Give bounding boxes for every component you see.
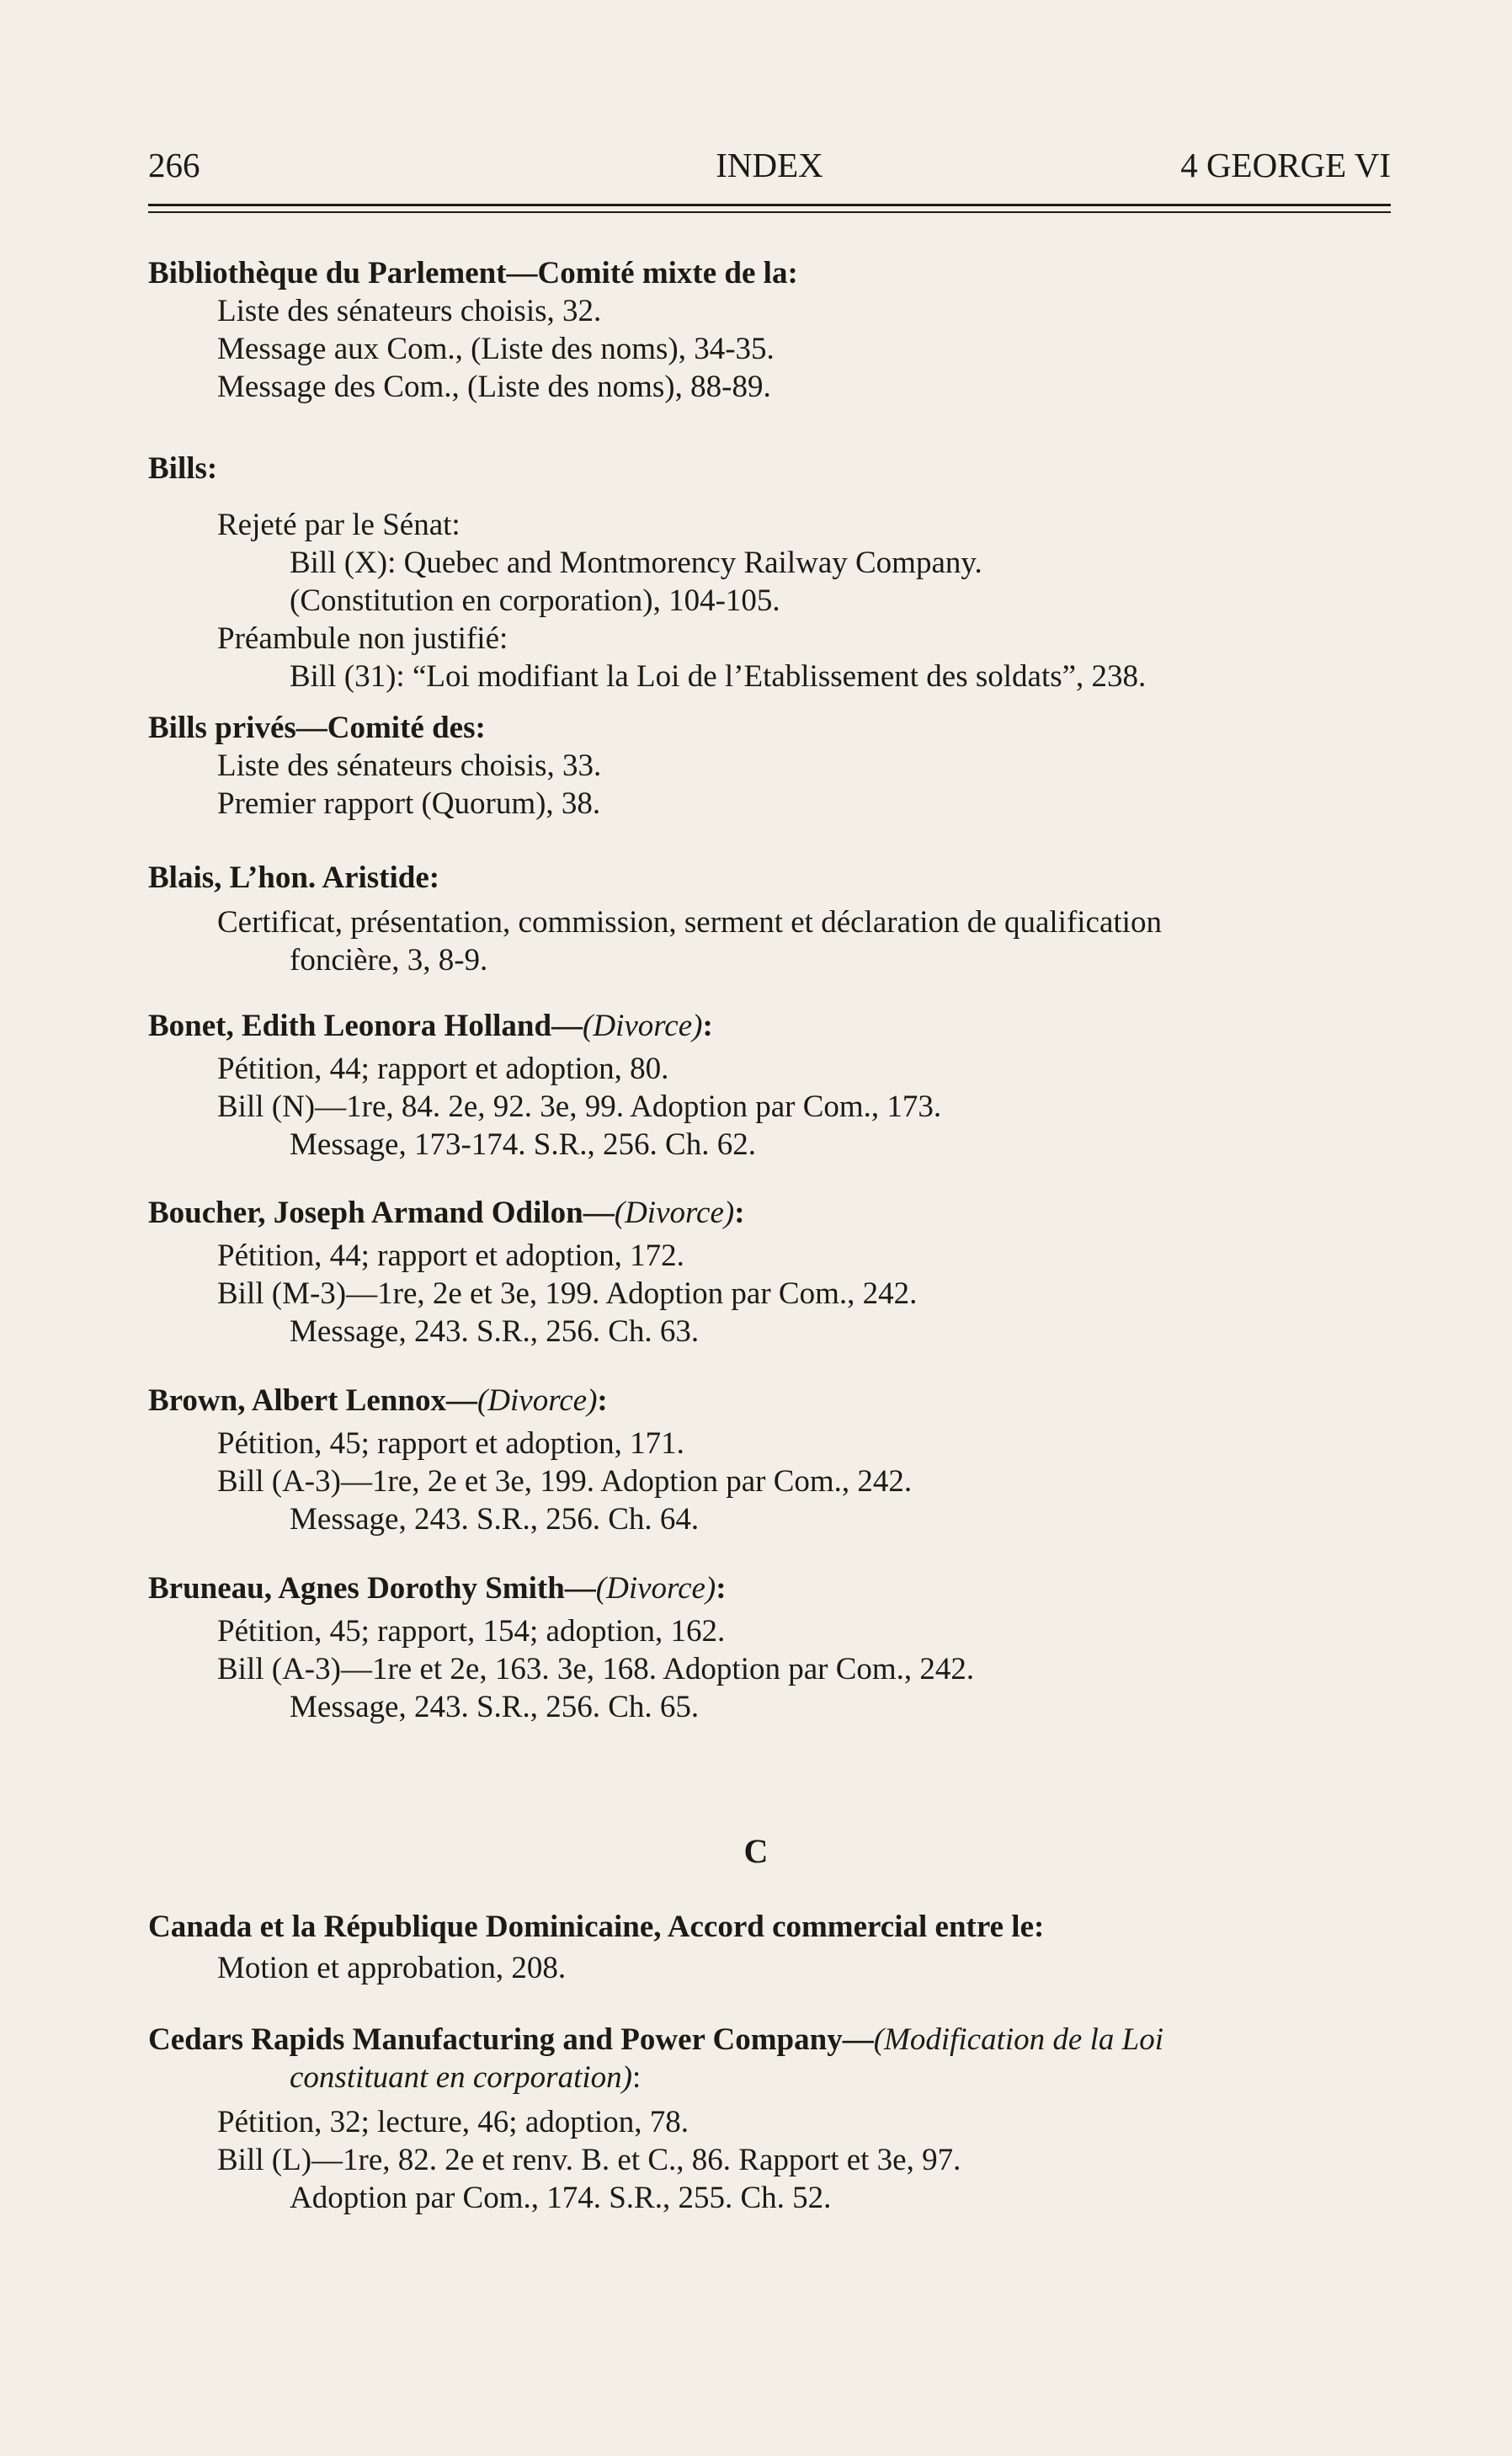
entry-line: Message, 173-174. S.R., 256. Ch. 62.	[290, 1127, 756, 1162]
entry-line: Bill (A-3)—1re et 2e, 163. 3e, 168. Adoption par Com., 242.	[217, 1652, 975, 1686]
entry-heading	[148, 1007, 1394, 1045]
entry-line: Adoption par Com., 174. S.R., 255. Ch. 52.	[290, 2181, 832, 2215]
entry-heading-italic: (Divorce)	[476, 1383, 598, 1418]
entry-heading-tail: :	[702, 1009, 713, 1043]
index-entry-canada	[148, 1908, 1394, 1987]
header-rule-bottom	[148, 211, 1391, 213]
entry-line: Pétition, 32; lecture, 46; adoption, 78.	[217, 2105, 689, 2139]
index-entry-bibliotheque	[148, 254, 1394, 406]
index-entry-bruneau	[148, 1569, 1394, 1726]
entry-heading-name: Brown, Albert Lennox—	[148, 1383, 477, 1418]
entry-line: Message aux Com., (Liste des noms), 34-35.	[217, 332, 775, 366]
entry-heading-italic-2: constituant en corporation)	[290, 2060, 632, 2095]
entry-line: Bill (X): Quebec and Montmorency Railway Company.	[290, 546, 982, 580]
entry-heading	[148, 1569, 1394, 1607]
index-entry-bills-prives	[148, 709, 1394, 823]
entry-heading-italic: (Divorce)	[595, 1571, 716, 1606]
section-letter: C	[743, 1832, 769, 1870]
entry-line: Motion et approbation, 208.	[217, 1951, 567, 1985]
entry-line: (Constitution en corporation), 104-105.	[290, 583, 780, 618]
entry-line: Message, 243. S.R., 256. Ch. 63.	[290, 1314, 700, 1349]
index-entry-cedars-rapids	[148, 2021, 1394, 2217]
entry-line: Premier rapport (Quorum), 38.	[217, 786, 601, 821]
entry-heading: Blais, L’hon. Aristide:	[148, 860, 440, 895]
entry-line: Pétition, 45; rapport, 154; adoption, 162.	[217, 1614, 726, 1649]
entry-heading-name: Cedars Rapids Manufacturing and Power Company—	[148, 2022, 874, 2057]
entry-heading: Bibliothèque du Parlement—Comité mixte de la:	[148, 256, 798, 290]
page-number: 266	[148, 146, 200, 184]
entry-line: Certificat, présentation, commission, serment et déclaration de qualification	[217, 905, 1162, 940]
entry-line: Pétition, 44; rapport et adoption, 80.	[217, 1052, 669, 1086]
entry-heading-italic: (Divorce)	[583, 1009, 703, 1043]
entry-line: Rejeté par le Sénat:	[217, 508, 461, 542]
entry-heading-name: Bruneau, Agnes Dorothy Smith—	[148, 1571, 596, 1606]
entry-heading: Bills:	[148, 451, 218, 486]
entry-heading-tail: :	[597, 1383, 608, 1418]
entry-line: Message, 243. S.R., 256. Ch. 65.	[290, 1690, 700, 1724]
entry-heading-italic: (Divorce)	[614, 1196, 735, 1230]
page-title: INDEX	[716, 146, 823, 184]
entry-heading	[148, 2021, 1394, 2059]
entry-line: Bill (L)—1re, 82. 2e et renv. B. et C., 86. Rapport et 3e, 97.	[217, 2143, 961, 2177]
index-entry-bills	[148, 450, 1394, 695]
entry-line: Préambule non justifié:	[217, 621, 508, 656]
entry-line: Message des Com., (Liste des noms), 88-89.	[217, 370, 771, 404]
index-entry-brown	[148, 1382, 1394, 1538]
entry-line: Liste des sénateurs choisis, 33.	[217, 749, 602, 783]
entry-line: foncière, 3, 8-9.	[290, 943, 488, 978]
running-head-right: 4 GEORGE VI	[1180, 146, 1391, 184]
entry-line: Bill (M-3)—1re, 2e et 3e, 199. Adoption par Com., 242.	[217, 1276, 918, 1311]
entry-heading: Canada et la République Dominicaine, Accord commercial entre le:	[148, 1910, 1045, 1944]
entry-heading-tail: :	[631, 2060, 642, 2095]
entry-line: Bill (A-3)—1re, 2e et 3e, 199. Adoption par Com., 242.	[217, 1464, 913, 1499]
entry-heading-tail: :	[716, 1571, 727, 1606]
entry-line: Message, 243. S.R., 256. Ch. 64.	[290, 1502, 700, 1537]
index-entry-blais	[148, 859, 1394, 979]
entry-heading-continued	[148, 2059, 1394, 2096]
index-entry-boucher	[148, 1194, 1394, 1351]
entry-line: Pétition, 45; rapport et adoption, 171.	[217, 1426, 684, 1461]
entry-line: Pétition, 44; rapport et adoption, 172.	[217, 1239, 684, 1273]
entry-line: Bill (N)—1re, 84. 2e, 92. 3e, 99. Adoption par Com., 173.	[217, 1089, 942, 1124]
header-rule-top	[148, 204, 1391, 206]
entry-heading-italic: (Modification de la Loi	[873, 2022, 1163, 2057]
entry-heading: Bills privés—Comité des:	[148, 711, 486, 745]
index-entry-bonet	[148, 1007, 1394, 1164]
entry-heading	[148, 1382, 1394, 1420]
entry-heading-name: Bonet, Edith Leonora Holland—	[148, 1009, 583, 1043]
entry-heading	[148, 1194, 1394, 1232]
entry-line: Bill (31): “Loi modifiant la Loi de l’Etablissement des soldats”, 238.	[290, 659, 1147, 694]
entry-heading-name: Boucher, Joseph Armand Odilon—	[148, 1196, 615, 1230]
entry-heading-tail: :	[734, 1196, 745, 1230]
running-header	[148, 145, 1391, 192]
entry-line: Liste des sénateurs choisis, 32.	[217, 294, 602, 328]
